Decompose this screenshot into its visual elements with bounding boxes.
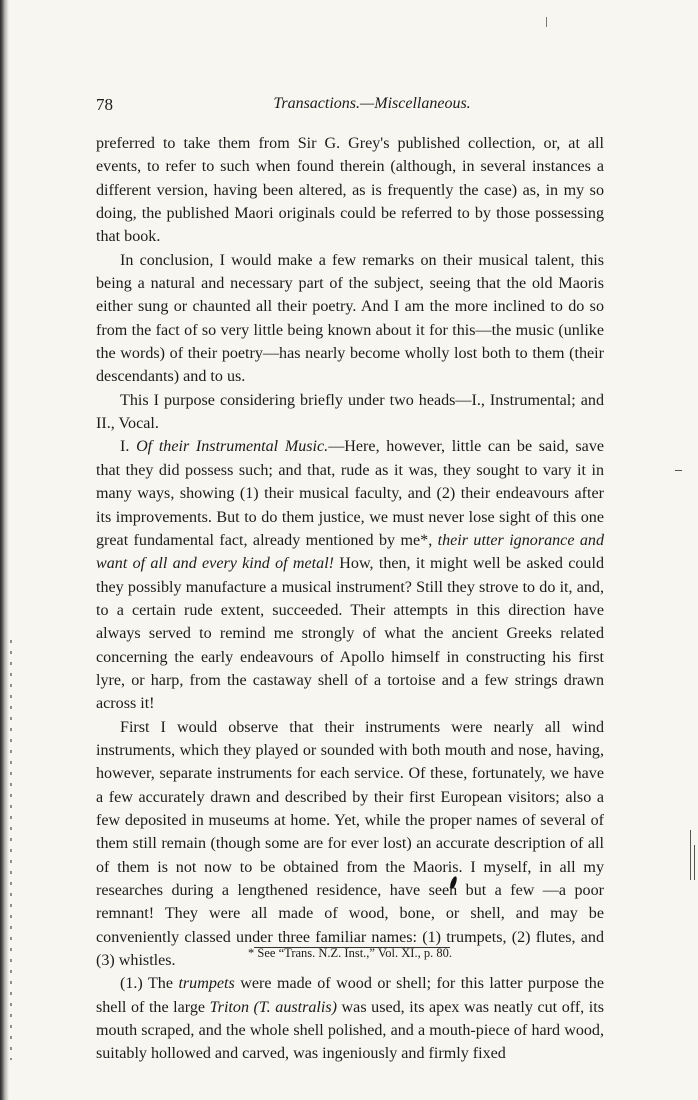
term-italic: Triton (T. australis): [209, 998, 337, 1016]
paragraph-text: —Here, however, little can be said, save that they did possess such; and that, rude as it was, they sought to vary it in many ways, showing (1) their musical faculty, and (2) their endeavours after its improvements. But to do them justice, we must never lose sight of this one great fundamental fact, already mentioned by me*,: [96, 438, 605, 549]
running-title: Transactions.—Miscellaneous.: [273, 95, 471, 112]
gutter-marks: [10, 640, 12, 1060]
margin-mark: [546, 17, 547, 27]
paragraph: First I would observe that their instruments were nearly all wind instruments, which they played or sounded with both mouth and nose, having, however, separate instruments for each service. Of these, fortunately, we have a few accurately drawn and described by their first European visitors; also a few deposited in museums at home. Yet, while the proper names of several of them still remain (though some are for ever lost) an accurate description of all of them is not now to be obtained from the Maoris. I myself, in all my researches during a lengthened residence, have seen but a few —a poor remnant! They were all made of wood, bone, or shell, and may be conveniently classed under three familiar names: (1) trumpets, (2) flutes, and (3) whistles.: [96, 718, 604, 970]
paragraph: preferred to take them from Sir G. Grey's published collection, or, at all events, to refer to such when found therein (although, in several instances a different version, having been altered, as is frequently the case) as, in my so doing, the published Maori originals could be referred to by those possessing that book.: [96, 135, 604, 246]
term-italic: trumpets: [178, 975, 235, 993]
footnote: * See “Trans. N.Z. Inst.,” Vol. XI., p. 80.: [248, 946, 452, 960]
paragraph-text: was used, its apex was neatly cut off, its mouth scraped, and the whole shell polished, and a mouth-piece of hard wood, suitably hollowed and carved, was ingeniously and firmly fixed: [96, 998, 604, 1063]
body-text: [96, 132, 604, 1066]
paragraph-lead: I.: [120, 438, 137, 456]
margin-mark: [690, 830, 691, 880]
page-binding-edge: [0, 0, 9, 1100]
paragraph-text: How, then, it might well be asked could they possibly manufacture a musical instrument? Still they strove to do it, and, to a certain rude extent, succeeded. Their attempts in this direction have always served to remind me strongly of what the ancient Greeks related concerning the early endeavours of Apollo himself in constructing his first lyre, or harp, from the castaway shell of a tortoise and a few strings drawn across it!: [96, 555, 604, 713]
running-head: [96, 95, 604, 117]
paragraph: [96, 972, 604, 1065]
emphasis-text: their utter ignorance and want of all and every kind of metal!: [96, 531, 604, 573]
section-heading: Of their Instrumental Music.: [136, 438, 329, 456]
page-number: 78: [96, 95, 113, 114]
paragraph: In conclusion, I would make a few remarks on their musical talent, this being a natural and necessary part of the subject, seeing that the old Maoris either sung or chaunted all their poetry. And I am the more inclined to do so from the fact of so very little being known about it for this—the music (unlike the words) of their poetry—has nearly become wholly lost both to them (their descendants) and to us.: [96, 251, 604, 386]
paragraph-lead: (1.) The: [120, 975, 179, 993]
paragraph: This I purpose considering briefly under two heads—I., Instrumental; and II., Vocal.: [96, 391, 604, 433]
margin-mark: [675, 470, 682, 471]
paragraph: [96, 435, 604, 715]
margin-mark: [694, 845, 695, 880]
paragraph-text: were made of wood or shell; for this latter purpose the shell of the large: [96, 975, 604, 1016]
